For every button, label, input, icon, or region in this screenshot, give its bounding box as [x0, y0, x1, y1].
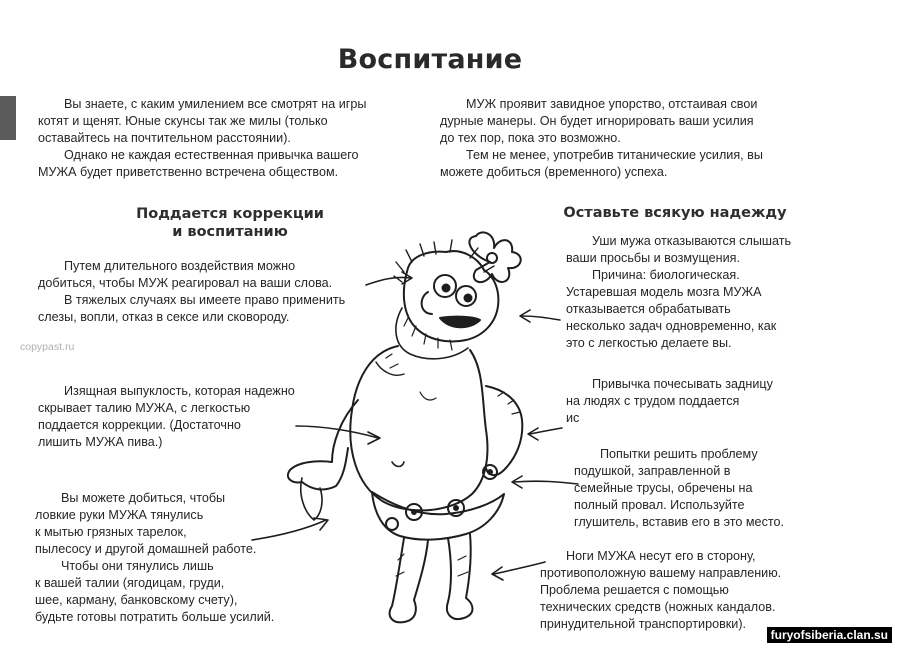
- heading-line: Поддается коррекции: [136, 206, 324, 222]
- text-line: Попытки решить проблему: [600, 447, 758, 461]
- text-line: В тяжелых случаях вы имеете право применить: [64, 293, 346, 307]
- text-line: ваши просьбы и возмущения.: [566, 251, 740, 265]
- text-line: скрывает талию МУЖА, с легкостью: [38, 401, 251, 415]
- callout-arrows: [252, 272, 578, 580]
- text-line: Устаревшая модель мозга МУЖА: [566, 285, 762, 299]
- text-line: шее, карману, банковскому счету),: [35, 593, 238, 607]
- text-line: дурные манеры. Он будет игнорировать ваши усилия: [440, 114, 754, 128]
- text-line: к вашей талии (ягодицам, груди,: [35, 576, 225, 590]
- watermark: copypast.ru: [20, 341, 75, 353]
- arrow-to-behind: [530, 428, 562, 434]
- text-line: к мытью грязных тарелок,: [35, 525, 187, 539]
- left-arm: [288, 400, 358, 520]
- text-line: слезы, вопли, отказ в сексе или сковороду.: [38, 310, 290, 324]
- text-line: Вы можете добиться, чтобы: [61, 491, 226, 505]
- arrow-to-hands: [252, 520, 326, 540]
- text-line: Привычка почесывать задницу: [592, 377, 773, 391]
- text-line: котят и щенят. Юные скунсы так же милы (только: [38, 114, 328, 128]
- text-line: до тех пор, пока это возможно.: [440, 131, 621, 145]
- page-title: Воспитание: [337, 44, 523, 75]
- site-label: furyofsiberia.clan.su: [767, 627, 892, 643]
- arrow-to-head-right: [522, 316, 560, 320]
- text-line: это с легкостью делаете вы.: [566, 336, 732, 350]
- legs: [390, 534, 473, 622]
- text-line: несколько задач одновременно, как: [566, 319, 777, 333]
- text-line: МУЖ проявит завидное упорство, отстаивая свои: [466, 97, 758, 111]
- text-line: полный провал. Используйте: [574, 498, 745, 512]
- text-line: пылесосу и другой домашней работе.: [35, 542, 257, 556]
- text-line: поддается коррекции. (Достаточно: [38, 418, 241, 432]
- text-line: МУЖА будет приветственно встречена обществом.: [38, 165, 339, 179]
- text-line: Путем длительного воздействия можно: [64, 259, 296, 273]
- right-arm: [486, 386, 522, 475]
- text-line: ис: [566, 411, 580, 425]
- heading-line: Оставьте всякую надежду: [563, 205, 787, 221]
- text-line: глушитель, вставив его в это место.: [574, 515, 784, 529]
- text-line: технических средств (ножных кандалов.: [540, 600, 776, 614]
- text-line: Причина: биологическая.: [592, 268, 740, 282]
- text-line: семейные трусы, обречены на: [574, 481, 753, 495]
- body: [350, 346, 487, 510]
- text-line: Проблема решается с помощью: [540, 583, 729, 597]
- text-line: противоположную вашему направлению.: [540, 566, 782, 580]
- flowered-shorts: [372, 465, 504, 540]
- text-line: Ноги МУЖА несут его в сторону,: [566, 549, 756, 563]
- text-line: добиться, чтобы МУЖ реагировал на ваши слова.: [38, 276, 333, 290]
- text-line: Тем не менее, употребив титанические усилия, вы: [466, 148, 763, 162]
- text-line: Однако не каждая естественная привычка вашего: [64, 148, 359, 162]
- text-line: будьте готовы потратить больше усилий.: [35, 610, 275, 624]
- text-line: Изящная выпуклость, которая надежно: [64, 384, 295, 398]
- text-line: принудительной транспортировки).: [540, 617, 747, 631]
- text-line: подушкой, заправленной в: [574, 464, 731, 478]
- text-line: на людях с трудом поддается: [566, 394, 740, 408]
- text-line: можете добиться (временного) успеха.: [440, 165, 668, 179]
- text-line: отказывается обрабатывать: [566, 302, 731, 316]
- heading-line: и воспитанию: [172, 224, 288, 240]
- text-line: оставайтесь на почтительном расстоянии).: [38, 131, 291, 145]
- text-line: лишить МУЖА пива.): [38, 435, 163, 449]
- arrow-to-shorts: [514, 481, 578, 484]
- text-line: Уши мужа отказываются слышать: [592, 234, 792, 248]
- text-line: ловкие руки МУЖА тянулись: [35, 508, 204, 522]
- flower-icon: [469, 232, 520, 282]
- text-line: Вы знаете, с каким умилением все смотрят на игры: [64, 97, 367, 111]
- text-line: Чтобы они тянулись лишь: [61, 559, 214, 573]
